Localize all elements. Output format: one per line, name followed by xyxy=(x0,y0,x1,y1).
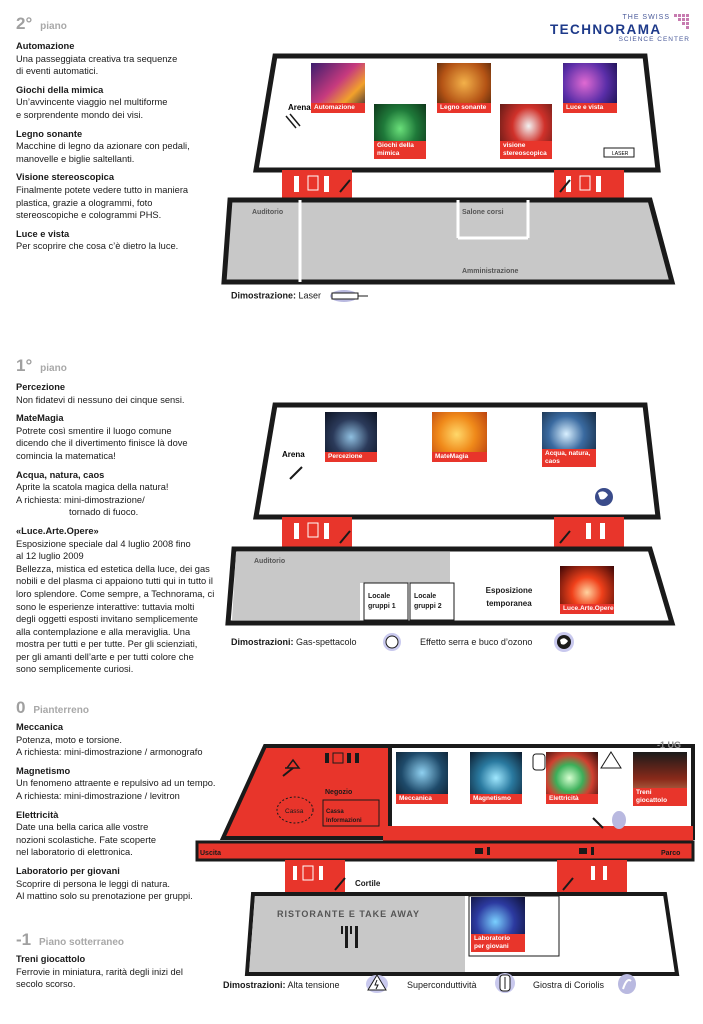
logo-grid-icon xyxy=(674,14,690,34)
floor-2-number: 2° xyxy=(16,14,33,33)
item-title: Giochi della mimica xyxy=(16,84,104,95)
item-text: tornado di fuoco. xyxy=(69,507,139,518)
demo-item: Laser xyxy=(298,290,322,301)
auditorio-label: Auditorio xyxy=(252,209,284,216)
item-text: Potrete così smentire il luogo comune dicendo che il divertimento finisce là dove comincia la matematica! xyxy=(16,425,188,461)
demo-item: Alta tensione xyxy=(287,980,340,990)
exhibit-automazione-image xyxy=(311,63,365,113)
exhibit-matemagia-image xyxy=(432,412,487,462)
floor-1-demos xyxy=(231,637,357,647)
technorama-logo xyxy=(550,14,690,44)
item-text: Esposizione speciale dal 4 luglio 2008 fino al 12 luglio 2009 Bellezza, mistica ed estetica della luce, dei gas nobili e del plasma ci appaiono tutti qui in tutto il loro splendore. Come sempre, a Technorama, ci sono le esperienze interattive: tuttavia molti degli oggetti esposti invitano semplicemente alla contemplazione e alla meraviglia. Una mostra per tutti e per tutte. Per gli scienziati, per gli amanti dell’arte e per tutti colore che sono semplicemente curiosi. xyxy=(16,538,215,675)
exhibit-magnetismo-image xyxy=(470,752,522,804)
item-text: Potenza, moto e torsione. A richiesta: mini-dimostrazione / armonografo xyxy=(16,734,203,758)
cortile-label: Cortile xyxy=(355,879,381,888)
floor-1-name: piano xyxy=(40,363,67,374)
item-title: Laboratorio per giovani xyxy=(16,865,120,876)
exhibit-meccanica-image xyxy=(396,752,448,804)
amministrazione-label: Amministrazione xyxy=(462,268,519,275)
stair-core-left xyxy=(282,517,352,549)
superconductivity-icon xyxy=(533,754,545,770)
exhibit-label: Giochi della mimica xyxy=(374,141,426,159)
logo-line1: THE SWISS xyxy=(622,14,670,21)
high-voltage-icon xyxy=(365,972,389,994)
negozio-label: Negozio xyxy=(325,789,353,796)
exhibit-label: Meccanica xyxy=(396,794,448,804)
item-text: Una passeggiata creativa tra sequenze di eventi automatici. xyxy=(16,53,178,77)
item-text: Ferrovie in miniatura, rarità degli inizi del secolo scorso. xyxy=(16,966,183,990)
exhibit-percezione-image xyxy=(325,412,377,462)
floor-2-name: piano xyxy=(40,21,67,32)
floor-0-demos xyxy=(223,980,340,990)
coriolis-icon xyxy=(616,973,638,995)
laser-icon-label: LASER xyxy=(612,151,629,157)
exhibit-giochi-mimica-image xyxy=(374,104,426,159)
esposizione-temporanea-label: Esposizione temporanea xyxy=(485,586,533,608)
exhibit-elettricita-image xyxy=(546,752,598,804)
item-title: Percezione xyxy=(16,382,66,392)
exhibit-luce-arte-opere-image xyxy=(560,566,614,614)
coriolis-icon xyxy=(612,811,626,829)
exhibit-label: Laboratorio per giovani xyxy=(471,934,525,952)
item-title: Automazione xyxy=(16,41,75,51)
ristorante-label: RISTORANTE E TAKE AWAY xyxy=(277,909,421,919)
corridor xyxy=(197,842,693,860)
exhibit-treni-giocattolo-image xyxy=(633,752,687,806)
floor-minus1-name: Piano sotterraneo xyxy=(39,937,125,948)
floor-1-descriptions xyxy=(16,381,231,676)
auditorio-label: Auditorio xyxy=(254,558,286,565)
item-text: Aprite la scatola magica della natura! A richiesta: mini-dimostrazione/ xyxy=(16,482,169,505)
exhibit-label: Percezione xyxy=(325,452,377,462)
item-title: Treni giocattolo xyxy=(16,954,86,964)
item-text: Date una bella carica alle vostre nozioni scolastiche. Fate scoperte nel laboratorio di elettronica. xyxy=(16,822,157,858)
item-title: Luce e vista xyxy=(16,228,70,239)
item-text: Macchine di legno da azionare con pedali, manovelle e biglie saltellanti. xyxy=(16,141,190,164)
exhibit-laboratorio-giovani-image xyxy=(471,897,525,952)
item-text: Finalmente potete vedere tutto in maniera plastica, grazie a ologrammi, foto stereoscopiche e cologrammi PHS. xyxy=(16,184,189,221)
exhibit-label: visione stereoscopica xyxy=(500,141,552,159)
demo-heading: Dimostrazioni: xyxy=(231,637,294,647)
item-title: «Luce.Arte.Opere» xyxy=(16,525,99,536)
item-text: Non fidatevi di nessuno dei cinque sensi. xyxy=(16,394,185,405)
gas-icon xyxy=(382,632,402,652)
item-text: Scoprire di persona le leggi di natura. Al mattino solo su prenotazione per gruppi. xyxy=(16,878,193,902)
floor-0-number: 0 xyxy=(16,698,26,717)
exhibit-visione-stereoscopica-image xyxy=(500,104,552,159)
demo-item: Superconduttività xyxy=(407,980,477,990)
logo-wordmark: TECHNORAMA xyxy=(550,22,662,37)
exhibit-label: Acqua, natura, caos xyxy=(542,449,596,467)
stair-core-right xyxy=(554,170,624,200)
floor-0-title xyxy=(16,698,89,718)
item-text: Un fenomeno attraente e repulsivo ad un tempo. A richiesta: mini-dimostrazione / levitron xyxy=(16,778,216,801)
item-title: Magnetismo xyxy=(16,765,71,776)
cassa-label: Cassa xyxy=(285,808,304,815)
floor-minus1-title xyxy=(16,930,124,950)
arena-label: Arena xyxy=(288,103,311,112)
demo-item: Giostra di Coriolis xyxy=(533,980,605,990)
item-title: Visione stereoscopica xyxy=(16,172,115,183)
item-text: Un’avvincente viaggio nel multiforme e sorprendente mondo dei visi. xyxy=(16,97,168,120)
globe-icon xyxy=(553,631,575,653)
exhibit-label: Legno sonante xyxy=(437,103,491,113)
locale-gruppi-1-label: Locale gruppi 1 xyxy=(368,593,396,610)
demo-item: Effetto serra e buco d’ozono xyxy=(420,637,533,647)
item-title: Legno sonante xyxy=(16,128,83,139)
floor-1-number: 1° xyxy=(16,356,33,375)
exhibit-label: Treni giocattolo xyxy=(633,788,687,806)
floor-minus1-number: -1 xyxy=(16,930,32,949)
exhibit-label: Magnetismo xyxy=(470,794,522,804)
uscita-label: Uscita xyxy=(200,850,222,857)
item-title: Acqua, natura, caos xyxy=(16,469,105,480)
exhibit-label: Automazione xyxy=(311,103,365,113)
exhibit-luce-e-vista-image xyxy=(563,63,617,113)
parco-label: Parco xyxy=(661,850,681,857)
auditorio-area xyxy=(232,552,360,620)
item-title: Meccanica xyxy=(16,722,64,732)
exhibit-legno-sonante-image xyxy=(437,63,491,113)
floor-2-descriptions xyxy=(16,40,231,253)
ug-label: -1 UG xyxy=(657,740,682,750)
item-text: Per scoprire che cosa c’è dietro la luce. xyxy=(16,241,179,252)
cassa-informazioni-label: Cassa Informazioni xyxy=(326,809,362,824)
floor-2-demos xyxy=(231,290,368,302)
arena-label: Arena xyxy=(282,450,305,459)
floor-1-title xyxy=(16,356,67,376)
demo-heading: Dimostrazione: xyxy=(231,290,297,301)
exhibit-acqua-natura-caos-image xyxy=(542,412,596,467)
exhibit-label: Elettricità xyxy=(546,794,598,804)
item-title: Elettricità xyxy=(16,809,59,820)
salone-label: Salone corsi xyxy=(462,209,504,216)
floor-0-name: Pianterreno xyxy=(33,705,89,716)
superconductivity-icon xyxy=(494,972,516,994)
stair-core-left xyxy=(282,170,352,200)
demo-item: Gas-spettacolo xyxy=(296,637,357,647)
laser-icon xyxy=(328,290,368,302)
exhibit-label: Luce e vista xyxy=(563,103,617,113)
exhibit-label: Luce.Arte.Opere xyxy=(560,604,614,614)
locale-gruppi-2-label: Locale gruppi 2 xyxy=(414,593,442,610)
exhibit-label: MateMagia xyxy=(432,452,487,462)
floor-2-lower-section xyxy=(224,200,672,282)
item-title: MateMagia xyxy=(16,413,64,424)
floor-2-title xyxy=(16,14,67,34)
logo-line3: SCIENCE CENTER xyxy=(618,36,690,43)
demo-heading: Dimostrazioni: xyxy=(223,980,286,990)
